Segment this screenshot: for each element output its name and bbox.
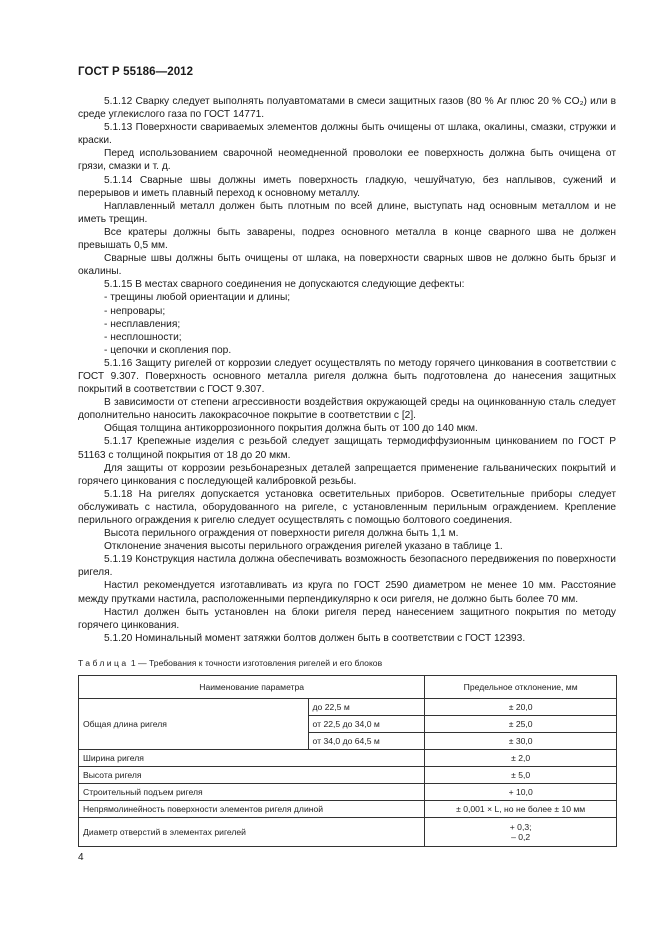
table-row	[79, 767, 617, 784]
paragraph: 5.1.17 Крепежные изделия с резьбой следует защищать термодиффузионным цинкованием по ГОСТ Р 51163 с толщиной покрытия от 18 до 20 мкм.	[78, 436, 616, 461]
table-cell-deviation: ± 2,0	[425, 750, 617, 767]
table-cell-range: от 22,5 до 34,0 м	[308, 716, 425, 733]
list-item: - цепочки и скопления пор.	[104, 344, 232, 356]
table-row	[79, 750, 617, 767]
list-item: - непровары;	[104, 305, 166, 317]
table-cell-deviation: ± 5,0	[425, 767, 617, 784]
table-row	[79, 801, 617, 818]
list-item: - несплавления;	[104, 318, 181, 330]
table-row	[79, 784, 617, 801]
table-row	[79, 818, 617, 847]
list-item: - трещины любой ориентации и длины;	[104, 292, 291, 304]
table-cell-deviation: + 10,0	[425, 784, 617, 801]
paragraph: 5.1.14 Сварные швы должны иметь поверхность гладкую, чешуйчатую, без наплывов, сужений и перерывов и иметь плавный переход к основному металлу.	[78, 174, 616, 199]
tolerance-table	[78, 675, 617, 847]
paragraph: Все кратеры должны быть заварены, подрез основного металла в конце сварного шва не должен превышать 0,5 мм.	[78, 226, 616, 252]
table-cell-param: Непрямолинейность поверхности элементов ригеля длиной	[79, 801, 425, 818]
table-cell-range: до 22,5 м	[308, 699, 425, 716]
paragraph: Сварные швы должны быть очищены от шлака, на поверхности сварных швов не должно быть брызг и окалины.	[78, 253, 616, 278]
table-cell-deviation: ± 0,001 × L, но не более ± 10 мм	[425, 801, 617, 818]
paragraph: Высота перильного ограждения от поверхности ригеля должна быть 1,1 м.	[104, 528, 459, 540]
paragraph: 5.1.15 В местах сварного соединения не допускаются следующие дефекты:	[104, 279, 465, 291]
paragraph: 5.1.13 Поверхности свариваемых элементов должны быть очищены от шлака, окалины, смазки, стружки и краски.	[78, 122, 616, 147]
table-header-deviation: Предельное отклонение, мм	[425, 676, 617, 699]
document-header: ГОСТ Р 55186—2012	[78, 66, 194, 78]
paragraph: 5.1.12 Сварку следует выполнять полуавтоматами в смеси защитных газов (80 % Ar плюс 20 % CO₂) или в среде углекислого газа по ГОСТ 14771.	[78, 96, 616, 121]
table-caption	[78, 658, 618, 668]
paragraph: 5.1.19 Конструкция настила должна обеспечивать возможность безопасного передвижения по поверхности ригеля.	[78, 554, 616, 579]
page-number: 4	[78, 852, 84, 863]
table-cell-param: Диаметр отверстий в элементах ригелей	[79, 818, 425, 847]
table-cell-deviation	[425, 818, 617, 847]
paragraph: 5.1.20 Номинальный момент затяжки болтов должен быть в соответствии с ГОСТ 12393.	[104, 632, 526, 644]
paragraph: Настил должен быть установлен на блоки ригеля перед нанесением защитного покрытия по методу горячего цинкования.	[78, 606, 616, 631]
paragraph: Общая толщина антикоррозионного покрытия должна быть от 100 до 140 мкм.	[104, 423, 478, 435]
table-cell-deviation: ± 20,0	[425, 699, 617, 716]
table-header-row	[79, 676, 617, 699]
paragraph: Наплавленный металл должен быть плотным по всей длине, выступать над основным металлом и не иметь трещин.	[78, 200, 616, 225]
paragraph: Отклонение значения высоты перильного ограждения ригелей указано в таблице 1.	[104, 541, 503, 553]
table-caption-text: 1 — Требования к точности изготовления ригелей и его блоков	[128, 658, 383, 668]
deviation-minus: – 0,2	[511, 832, 531, 842]
paragraph: В зависимости от степени агрессивности воздействия окружающей среды на оцинкованную сталь следует дополнительно наносить лакокрасочное покрытие в соответствии с [2].	[78, 397, 616, 422]
table-cell-deviation: ± 30,0	[425, 733, 617, 750]
table-cell-range: от 34,0 до 64,5 м	[308, 733, 425, 750]
paragraph: 5.1.16 Защиту ригелей от коррозии следует осуществлять по методу горячего цинкования в соответствии с ГОСТ 9.307. Поверхность основного металла ригеля должна быть подготовлена до нанесения защитных покрытий в соответствии с ГОСТ 9.307.	[78, 357, 616, 396]
paragraph: Настил рекомендуется изготавливать из круга по ГОСТ 2590 диаметром не менее 10 мм. Расстояние между прутками настила, расположенными перпендикулярно к оси ригеля, не должно быть более 70 мм.	[78, 580, 616, 605]
paragraph: Для защиты от коррозии резьбонарезных деталей запрещается применение гальванических покрытий и горячего цинкования с последующей калибровкой резьбы.	[78, 462, 616, 487]
table-cell-param: Строительный подъем ригеля	[79, 784, 425, 801]
table-cell-param: Ширина ригеля	[79, 750, 425, 767]
list-item: - несплошности;	[104, 331, 182, 343]
table-header-param: Наименование параметра	[79, 676, 425, 699]
table-cell-param: Высота ригеля	[79, 767, 425, 784]
table-caption-label: Таблица	[78, 658, 129, 668]
body-text	[78, 95, 616, 645]
table-row	[79, 699, 617, 716]
paragraph: Перед использованием сварочной неомедненной проволоки ее поверхность должна быть очищена от грязи, смазки и т. д.	[78, 148, 616, 173]
table-cell-deviation: ± 25,0	[425, 716, 617, 733]
paragraph: 5.1.18 На ригелях допускается установка осветительных приборов. Осветительные приборы следует обслуживать с настила, оборудованного на ригеле, с установленным перильным ограждением. Крепление перильного ограждения к ригелю следует осуществлять с помощью болтового соединения.	[78, 488, 616, 526]
deviation-plus: + 0,3;	[509, 822, 532, 832]
table-cell-length-label: Общая длина ригеля	[79, 699, 309, 750]
